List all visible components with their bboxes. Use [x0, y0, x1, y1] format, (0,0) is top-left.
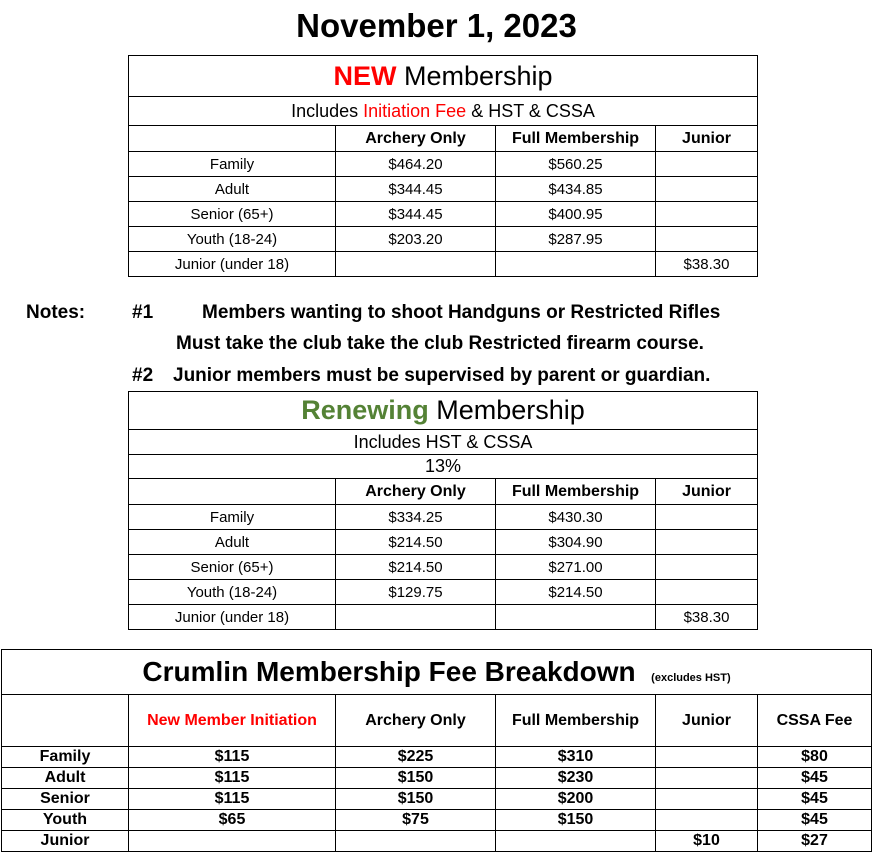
renewing-membership-table	[128, 391, 758, 630]
cell-junior	[656, 789, 758, 810]
new-membership-subtitle	[129, 97, 758, 126]
cell-junior: $10	[656, 831, 758, 852]
cell-archery: $344.45	[336, 202, 496, 227]
cell-junior	[656, 202, 758, 227]
header-empty	[129, 126, 336, 152]
renewing-subtitle: Includes HST & CSSA	[129, 430, 758, 455]
column-header: Archery Only	[336, 126, 496, 152]
column-header: Full Membership	[496, 126, 656, 152]
table-row	[129, 177, 758, 202]
cell-junior	[656, 227, 758, 252]
cell-full	[496, 252, 656, 277]
table-row	[129, 605, 758, 630]
notes-label: Notes:	[26, 302, 86, 323]
fee-breakdown-table	[1, 649, 872, 852]
cell-archery: $225	[336, 747, 496, 768]
table-row	[129, 202, 758, 227]
initiation-fee-highlight: Initiation Fee	[363, 100, 467, 121]
cell-full: $304.90	[496, 530, 656, 555]
cell-full: $150	[496, 810, 656, 831]
breakdown-title-cell	[2, 650, 872, 695]
cell-archery: $203.20	[336, 227, 496, 252]
cell-junior	[656, 530, 758, 555]
cell-junior	[656, 810, 758, 831]
cell-initiation: $115	[129, 747, 336, 768]
table-row	[129, 555, 758, 580]
cell-full: $214.50	[496, 580, 656, 605]
column-header: Archery Only	[336, 695, 496, 747]
new-membership-table	[128, 55, 758, 277]
cell-initiation	[129, 831, 336, 852]
renewing-keyword: Renewing	[301, 395, 429, 425]
cell-archery: $214.50	[336, 530, 496, 555]
cell-full: $287.95	[496, 227, 656, 252]
cell-archery: $129.75	[336, 580, 496, 605]
cell-cssa: $45	[758, 810, 872, 831]
table-header-row	[129, 479, 758, 505]
subtitle-text: Includes	[291, 100, 364, 121]
cell-cssa: $80	[758, 747, 872, 768]
row-label: Senior (65+)	[129, 555, 336, 580]
note-1-line-2: Must take the club take the club Restricted firearm course.	[176, 333, 704, 354]
cell-cssa: $45	[758, 768, 872, 789]
cell-archery	[336, 252, 496, 277]
row-label: Junior	[2, 831, 129, 852]
note-2-text: Junior members must be supervised by parent or guardian.	[173, 365, 711, 386]
subtitle-text: & HST & CSSA	[466, 100, 595, 121]
table-row	[129, 152, 758, 177]
cell-full: $310	[496, 747, 656, 768]
row-label: Family	[2, 747, 129, 768]
table-row	[129, 580, 758, 605]
cell-full: $560.25	[496, 152, 656, 177]
column-header-initiation: New Member Initiation	[129, 695, 336, 747]
cell-archery: $75	[336, 810, 496, 831]
new-keyword: NEW	[333, 60, 397, 91]
cell-initiation: $115	[129, 768, 336, 789]
row-label: Senior (65+)	[129, 202, 336, 227]
cell-full: $200	[496, 789, 656, 810]
cell-archery: $214.50	[336, 555, 496, 580]
cell-junior	[656, 177, 758, 202]
cell-archery: $334.25	[336, 505, 496, 530]
note-1-line-1: Members wanting to shoot Handguns or Restricted Rifles	[202, 302, 721, 323]
cell-full: $430.30	[496, 505, 656, 530]
table-row	[129, 252, 758, 277]
header-empty	[129, 479, 336, 505]
row-label: Adult	[2, 768, 129, 789]
cell-cssa: $27	[758, 831, 872, 852]
column-header: Full Membership	[496, 479, 656, 505]
cell-archery: $464.20	[336, 152, 496, 177]
cell-full	[496, 605, 656, 630]
new-title-rest: Membership	[396, 60, 553, 91]
row-label: Junior (under 18)	[129, 252, 336, 277]
table-row	[2, 831, 872, 852]
note-1-number: #1	[132, 302, 154, 323]
row-label: Adult	[129, 530, 336, 555]
cell-archery	[336, 605, 496, 630]
row-label: Youth	[2, 810, 129, 831]
cell-archery	[336, 831, 496, 852]
table-row	[129, 505, 758, 530]
table-row	[129, 227, 758, 252]
cell-junior	[656, 152, 758, 177]
row-label: Family	[129, 152, 336, 177]
cell-initiation: $65	[129, 810, 336, 831]
row-label: Youth (18-24)	[129, 580, 336, 605]
breakdown-title: Crumlin Membership Fee Breakdown	[142, 656, 636, 687]
table-row	[2, 789, 872, 810]
new-membership-title	[129, 56, 758, 97]
tax-rate: 13%	[129, 455, 758, 479]
cell-full	[496, 831, 656, 852]
cell-junior	[656, 747, 758, 768]
cell-junior	[656, 768, 758, 789]
renewing-membership-title	[129, 392, 758, 430]
table-row	[2, 747, 872, 768]
cell-archery: $150	[336, 768, 496, 789]
row-label: Adult	[129, 177, 336, 202]
table-row	[129, 530, 758, 555]
column-header: Junior	[656, 479, 758, 505]
table-header-row	[2, 695, 872, 747]
row-label: Junior (under 18)	[129, 605, 336, 630]
cell-full: $230	[496, 768, 656, 789]
cell-initiation: $115	[129, 789, 336, 810]
column-header: Archery Only	[336, 479, 496, 505]
cell-cssa: $45	[758, 789, 872, 810]
cell-junior	[656, 505, 758, 530]
row-label: Senior	[2, 789, 129, 810]
table-header-row	[129, 126, 758, 152]
renewing-title-rest: Membership	[428, 395, 585, 425]
cell-junior	[656, 555, 758, 580]
column-header: Full Membership	[496, 695, 656, 747]
cell-archery: $150	[336, 789, 496, 810]
column-header: Junior	[656, 126, 758, 152]
cell-junior: $38.30	[656, 605, 758, 630]
cell-full: $400.95	[496, 202, 656, 227]
cell-full: $271.00	[496, 555, 656, 580]
table-row	[2, 768, 872, 789]
page-title: November 1, 2023	[296, 7, 577, 44]
breakdown-title-note: (excludes HST)	[651, 672, 731, 684]
column-header: Junior	[656, 695, 758, 747]
cell-full: $434.85	[496, 177, 656, 202]
cell-junior: $38.30	[656, 252, 758, 277]
row-label: Family	[129, 505, 336, 530]
column-header: CSSA Fee	[758, 695, 872, 747]
note-2-number: #2	[132, 365, 154, 386]
cell-junior	[656, 580, 758, 605]
row-label: Youth (18-24)	[129, 227, 336, 252]
header-empty	[2, 695, 129, 747]
cell-archery: $344.45	[336, 177, 496, 202]
table-row	[2, 810, 872, 831]
